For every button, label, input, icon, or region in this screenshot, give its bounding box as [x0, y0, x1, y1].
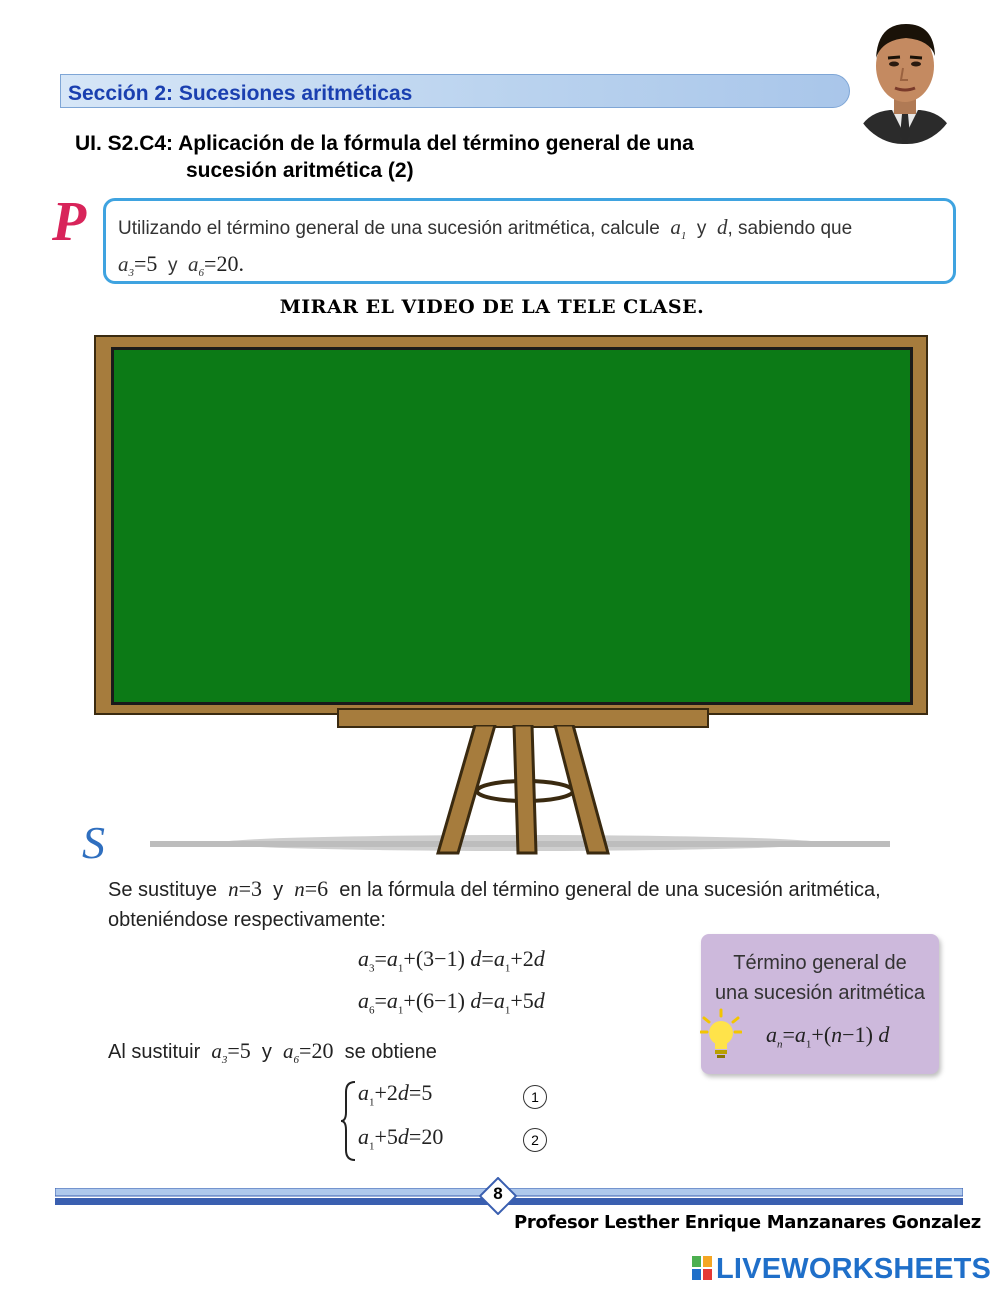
equation-a3: $a_3=a_1+(3-1)$ $d=a_1+2d$ [358, 946, 545, 975]
teacher-avatar [850, 18, 960, 144]
equation-a6: $a_6=a_1+(6-1)$ $d=a_1+5d$ [358, 988, 545, 1017]
equation-marker-1: 1 [523, 1085, 547, 1109]
math-d: d [716, 215, 728, 239]
page-number: 8 [493, 1184, 503, 1203]
math-condition-a6: $a_6$ [188, 252, 205, 280]
lightbulb-icon [700, 1008, 742, 1062]
liveworksheets-brand[interactable]: LIVEWORKSHEETS [716, 1253, 992, 1285]
equation-marker-2: 2 [523, 1128, 547, 1152]
system-brace [340, 1080, 358, 1162]
solution-substitute: Al sustituir $a_3=5$ y $a_6=20$ se obtiene [108, 1038, 437, 1067]
lesson-title-line1: UI. S2.C4: Aplicación de la fórmula del término general de una [75, 132, 694, 155]
math-a1: $a_1$ [670, 215, 687, 243]
solution-intro: Se sustituye n=3 y n=6 en la fórmula del término general de una sucesión aritmética, obteniéndose respectivamente: [108, 876, 881, 931]
formula-title: Término general de una sucesión aritmética [714, 952, 926, 1004]
video-chalkboard[interactable] [111, 347, 913, 705]
system-equation-1: $a_1+2d=5$ [358, 1080, 433, 1109]
problem-text: Utilizando el término general de una sucesión aritmética, calcule $a_1$ y d, sabiendo que $a_3=5$ y $a_6=20$. [118, 215, 853, 280]
lesson-title [75, 130, 694, 184]
easel-legs [140, 725, 900, 860]
solution-marker: S [82, 817, 105, 868]
lesson-title-line2: sucesión aritmética (2) [186, 159, 414, 182]
math-condition-a3: $a_3$ [118, 252, 134, 280]
section-title: Sección 2: Sucesiones aritméticas [68, 82, 413, 105]
problem-marker: P [52, 191, 87, 253]
general-term-formula: $a_n=a_1+(n-1)$ d [766, 1022, 890, 1051]
liveworksheets-logo-icon [692, 1256, 712, 1280]
math-n3: n [228, 877, 239, 901]
math-n6: n [294, 877, 305, 901]
video-instruction: MIRAR EL VIDEO DE LA TELE CLASE. [279, 296, 705, 318]
author-name: Profesor Lesther Enrique Manzanares Gonzalez [514, 1212, 981, 1233]
system-equation-2: $a_1+5d=20$ [358, 1124, 444, 1153]
